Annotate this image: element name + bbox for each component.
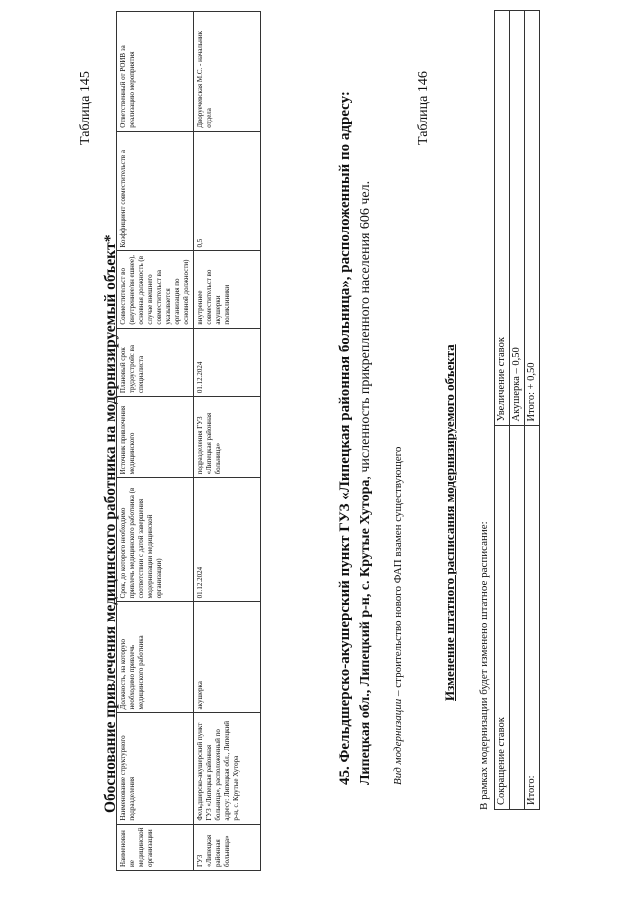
table-cell: ГУЗ «Липецкая районная больница» [194, 824, 261, 870]
section-title: 45. Фельдшерско-акушерский пункт ГУЗ «Липецкая районная больница», расположенный по адресу: [337, 91, 353, 785]
table-cell: 01.12.2024 [194, 478, 261, 602]
table-row [194, 12, 261, 871]
table-cell: Акушерка – 0,50 [510, 11, 525, 426]
section-subtitle [356, 181, 376, 785]
header-cell: Наименован ие медицинской организации [117, 824, 194, 870]
table-146-caption: Таблица 146 [416, 71, 431, 145]
table-row [495, 11, 510, 810]
modernization-type [392, 447, 404, 785]
table-row [525, 11, 540, 810]
table-cell: акушерка [194, 602, 261, 713]
table-cell: Фельдшерско-акушерский пункт ГУЗ «Липецкая районная больница», расположенный по адресу: Липецкая обл., Липецкий р-н, с. Крутые Хутора [194, 713, 261, 824]
header-cell: Ответственный от РОИВ за реализацию мероприятия [117, 12, 194, 132]
header-cell: Источник привлечения медицинского [117, 397, 194, 478]
table-cell: Сокращение ставок [495, 426, 510, 810]
table-cell: Итого: + 0,50 [525, 11, 540, 426]
table-row [510, 11, 525, 810]
header-cell: Наименование структурного подразделения [117, 713, 194, 824]
table-145-header-row [117, 12, 194, 871]
table-145-caption: Таблица 145 [78, 71, 93, 145]
header-cell: Срок, до которого необходимо привлечь медицинского работника (в соответствии с датой завершения модернизации медицинской организации) [117, 478, 194, 602]
table-cell: 0,5 [194, 131, 261, 251]
table-cell: подразделения ГУЗ «Липецкая районная больница» [194, 397, 261, 478]
header-cell: Плановый срок трудоустройс ва специалиста [117, 328, 194, 397]
header-cell: Должность, на которую необходимо привлечь медицинского работника [117, 602, 194, 713]
table-145 [116, 11, 261, 871]
table-146 [494, 10, 540, 810]
table-146-title: Изменение штатного расписания модернизируемого объекта [442, 344, 457, 701]
table-cell: внутреннее совместительст во акушерки поликлиники [194, 251, 261, 328]
header-cell: Совместительст во (внутреннее/вн ешнее), основная должность (в случае внешнего совместительст ва указывается организация по основной должности) [117, 251, 194, 328]
table-cell [510, 426, 525, 810]
section-population: , численность прикрепленного населения 606 чел. [358, 180, 373, 480]
table-cell: Итого: [525, 426, 540, 810]
table-cell: Увеличение ставок [495, 11, 510, 426]
table-cell: 01.12.2024 [194, 328, 261, 397]
modernization-text: – строительство нового ФАП взамен существующего [392, 446, 404, 699]
table-145-title: Обоснование привлечения медицинского работника на модернизируемый объект* [102, 234, 119, 813]
modernization-label: Вид модернизации [392, 698, 404, 785]
header-cell: Коэффициент совместительств а [117, 131, 194, 251]
staffing-intro: В рамках модернизации будет изменено штатное расписание: [478, 521, 490, 810]
section-address: Липецкая обл., Липецкий р-н, с. Крутые Хутора [358, 479, 373, 785]
table-cell: Дворуечевская М.С. - начальник отдела [194, 12, 261, 132]
